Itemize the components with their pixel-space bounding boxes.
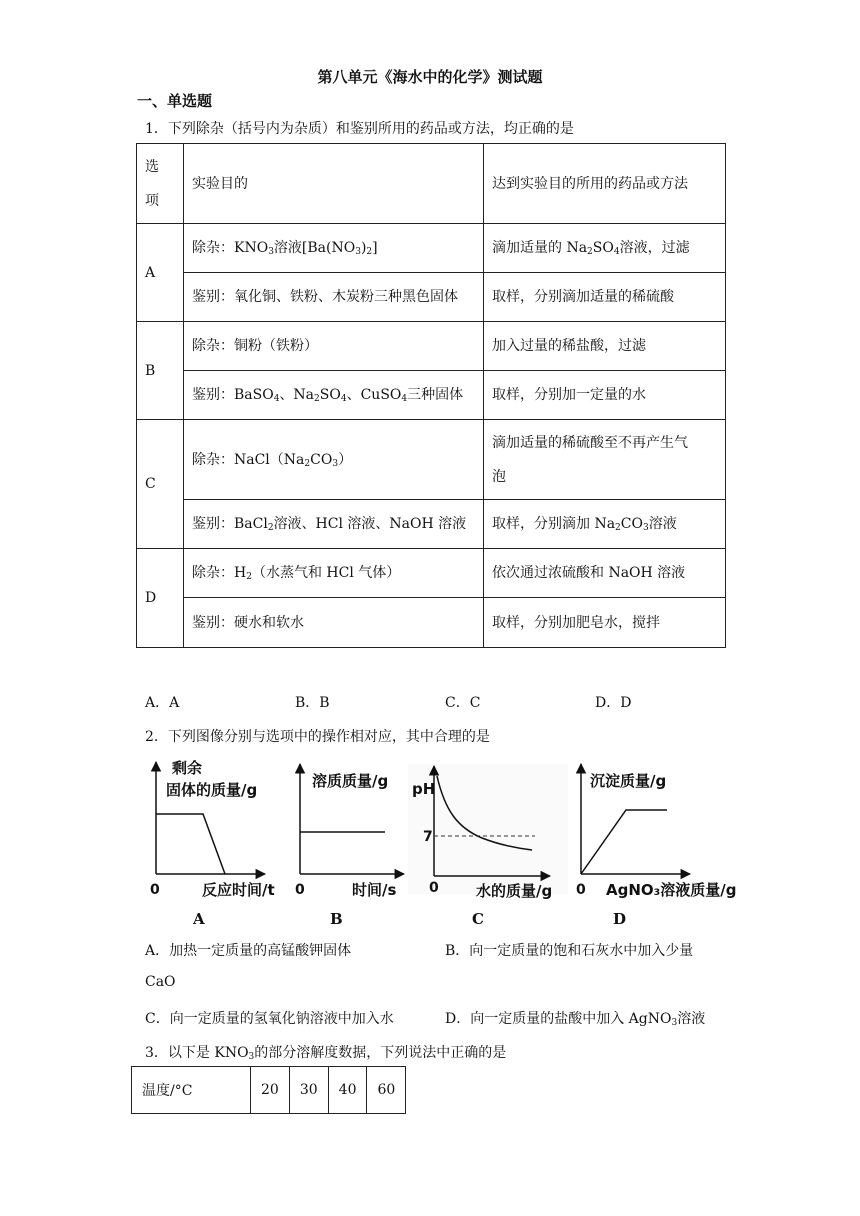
- graph-d-xlabel: AgNO₃溶液质量/g: [606, 881, 737, 899]
- table-row: [137, 549, 726, 598]
- q2-graphs: [140, 756, 740, 932]
- subscript: 3: [671, 1018, 678, 1028]
- cell-method: [484, 322, 726, 371]
- question-1-table: [136, 143, 726, 648]
- header-method: 达到实验目的所用的药品或方法: [484, 144, 726, 224]
- table-row: [137, 500, 726, 549]
- text-part: 溶液[Ba(NO: [273, 240, 356, 256]
- text-part: 鉴别：硬水和软水: [192, 614, 304, 631]
- text-part: 除杂：NaCl（Na: [192, 451, 305, 468]
- cell-goal: [184, 322, 484, 371]
- text-part: 取样，分别加一定量的水: [492, 387, 646, 403]
- graph-b-ylabel: 溶质质量/g: [312, 772, 389, 790]
- graph-d-tag: D: [613, 910, 627, 928]
- q2-option-a[interactable]: A．加热一定质量的高锰酸钾固体: [145, 943, 352, 959]
- graph-a-tag: A: [193, 910, 205, 928]
- subscript: 4: [273, 394, 280, 404]
- graph-c-tag: C: [472, 910, 484, 928]
- subscript: 3: [332, 458, 339, 469]
- graph-a-origin: 0: [150, 882, 160, 898]
- subscript: 4: [401, 394, 408, 404]
- q1-option-a[interactable]: A．A: [145, 695, 180, 711]
- table-row: [132, 1067, 406, 1114]
- header-option-bottom: 项: [145, 192, 159, 209]
- table-row: [137, 371, 726, 420]
- cell-goal: [184, 224, 484, 273]
- cell-method: [484, 549, 726, 598]
- temperature-cell: 60: [367, 1067, 406, 1114]
- question-2-stem: 2．下列图像分别与选项中的操作相对应，其中合理的是: [145, 729, 490, 745]
- cell-goal: [184, 273, 484, 322]
- text-part: 三种固体: [407, 387, 464, 403]
- graph-b: [295, 764, 404, 928]
- text-part: 鉴别：氧化铜、铁粉、木炭粉三种黑色固体: [192, 289, 458, 305]
- row-option-c: C: [137, 420, 184, 549]
- text-part: SO: [592, 240, 614, 256]
- text-part: 溶液: [648, 516, 677, 532]
- graph-c: [408, 764, 568, 928]
- header-option: [137, 144, 184, 224]
- subscript: 2: [615, 523, 621, 533]
- subscript: 2: [366, 247, 373, 257]
- q1-option-d[interactable]: D．D: [595, 695, 632, 711]
- graph-a-xlabel: 反应时间/t: [202, 881, 275, 899]
- text-part: （水蒸气和 HCl 气体）: [251, 565, 401, 581]
- row-option-b: B: [137, 322, 184, 420]
- text-part: 鉴别：BaSO: [192, 387, 274, 403]
- cell-method-line-2: 泡: [492, 468, 506, 485]
- graph-c-xlabel: 水的质量/g: [476, 882, 553, 900]
- table-row: [137, 322, 726, 371]
- temperature-cell: 40: [328, 1067, 367, 1114]
- q3-solubility-table: [131, 1066, 406, 1114]
- text-part: 滴加适量的 Na: [492, 240, 588, 256]
- text-part: 的部分溶解度数据，下列说法中正确的是: [254, 1045, 507, 1061]
- cell-method: [484, 500, 726, 549]
- text-part: CO: [310, 451, 333, 468]
- temperature-label: 温度/°C: [132, 1067, 251, 1114]
- graph-a-ylabel-line2: 固体的质量/g: [166, 781, 258, 799]
- subscript: 4: [340, 394, 347, 404]
- graph-b-tag: B: [330, 910, 343, 928]
- text-part: 除杂：铜粉（铁粉）: [192, 338, 318, 354]
- subscript: 2: [314, 394, 320, 404]
- graph-b-xlabel: 时间/s: [352, 881, 397, 899]
- page-title: 第八单元《海水中的化学》测试题: [317, 68, 543, 86]
- subscript: 4: [613, 247, 620, 257]
- subscript: 2: [587, 247, 593, 257]
- text-part: 、CuSO: [346, 387, 402, 403]
- header-option-top: 选: [145, 158, 159, 175]
- table-row: [137, 598, 726, 648]
- text-part: 取样，分别滴加 Na: [492, 516, 616, 532]
- text-part: 溶液，过滤: [619, 240, 690, 256]
- question-3-stem: [145, 1042, 506, 1062]
- cell-goal: [184, 598, 484, 648]
- table-row: [137, 273, 726, 322]
- graph-c-tick-7: 7: [423, 829, 433, 845]
- row-option-a: A: [137, 224, 184, 322]
- q2-option-c[interactable]: C．向一定质量的氢氧化钠溶液中加入水: [145, 1011, 394, 1027]
- text-part: 加入过量的稀盐酸，过滤: [492, 338, 646, 354]
- text-part: D．向一定质量的盐酸中加入 AgNO: [445, 1011, 672, 1027]
- text-part: CO: [620, 516, 643, 532]
- text-part: 取样，分别加肥皂水，搅拌: [492, 614, 660, 631]
- q2-option-d[interactable]: [445, 1008, 705, 1028]
- text-part: ): [360, 240, 367, 256]
- subscript: 2: [267, 523, 274, 533]
- subscript: 3: [268, 247, 274, 257]
- cell-goal: [184, 371, 484, 420]
- cell-method: [484, 224, 726, 273]
- temperature-cell: 20: [251, 1067, 290, 1114]
- header-goal: 实验目的: [184, 144, 484, 224]
- text-part: 、Na: [279, 387, 315, 403]
- graph-d-curve: [581, 810, 667, 874]
- cell-method: [484, 420, 726, 500]
- question-1-stem: 1．下列除杂（括号内为杂质）和鉴别所用的药品或方法，均正确的是: [145, 121, 574, 137]
- subscript: 3: [642, 523, 649, 533]
- text-part: 除杂：H: [192, 565, 247, 581]
- subscript: 3: [248, 1052, 255, 1062]
- text-part: SO: [319, 387, 341, 403]
- graph-d-ylabel: 沉淀质量/g: [590, 772, 667, 790]
- text-part: 3．以下是 KNO: [145, 1045, 249, 1061]
- cell-method-line-1: 滴加适量的稀硫酸至不再产生气: [492, 434, 688, 451]
- graph-b-origin: 0: [295, 882, 305, 898]
- cell-method: [484, 273, 726, 322]
- graph-d-origin: 0: [576, 882, 586, 898]
- text-part: 鉴别：BaCl: [192, 516, 268, 532]
- graph-d: [576, 764, 736, 928]
- q1-option-b[interactable]: B．B: [295, 695, 330, 711]
- subscript: 2: [246, 572, 252, 582]
- cell-goal: [184, 420, 484, 500]
- table-row: [137, 420, 726, 500]
- text-part: 溶液: [677, 1011, 706, 1027]
- graph-c-ylabel: pH: [412, 780, 436, 798]
- q2-option-b[interactable]: B．向一定质量的饱和石灰水中加入少量: [445, 943, 694, 959]
- table-header-row: [137, 144, 726, 224]
- graph-c-origin: 0: [429, 880, 439, 896]
- subscript: 3: [355, 247, 361, 257]
- text-part: 取样，分别滴加适量的稀硫酸: [492, 289, 674, 305]
- text-part: 依次通过浓硫酸和 NaOH 溶液: [492, 565, 686, 581]
- q1-option-c[interactable]: C．C: [445, 695, 481, 711]
- temperature-cell: 30: [289, 1067, 328, 1114]
- cell-goal: [184, 500, 484, 549]
- cell-goal: [184, 549, 484, 598]
- text-part: 除杂：KNO: [192, 240, 269, 256]
- subscript: 2: [304, 458, 311, 469]
- graph-a-ylabel-line1: 剩余: [172, 759, 203, 777]
- text-part: ）: [338, 451, 353, 468]
- text-part: ]: [372, 240, 378, 256]
- cell-method: [484, 598, 726, 648]
- graph-a-curve: [156, 814, 225, 874]
- section-heading: 一、单选题: [137, 92, 213, 110]
- row-option-d: D: [137, 549, 184, 648]
- graph-a: [150, 759, 275, 928]
- q2-option-b-continued: CaO: [145, 974, 176, 990]
- text-part: 溶液、HCl 溶液、NaOH 溶液: [273, 516, 467, 532]
- table-row: [137, 224, 726, 273]
- cell-method: [484, 371, 726, 420]
